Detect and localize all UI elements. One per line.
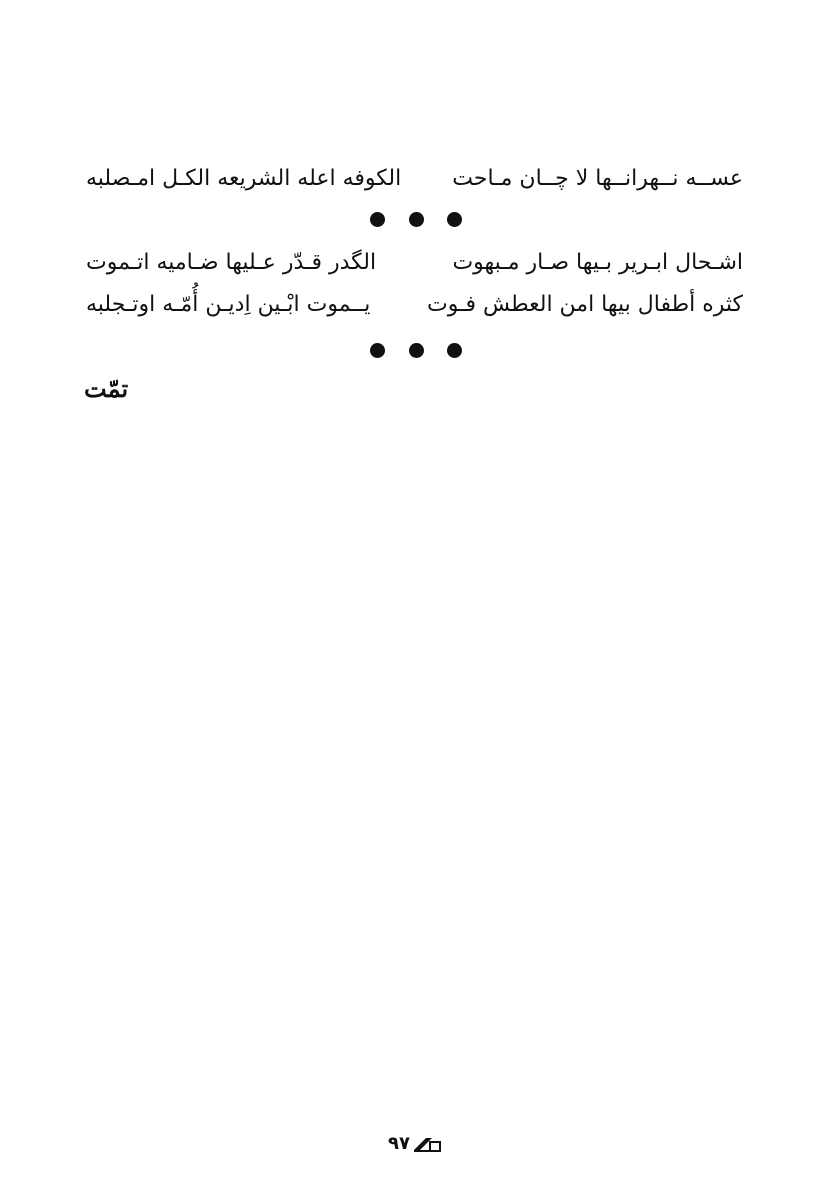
verse-3-first-hemistich: كثره أطفال بيها امن العطش فـوت <box>427 292 743 317</box>
verse-1-second-hemistich: الكوفه اعله الشريعه الكـل امـصلبه <box>86 166 402 191</box>
page-number: ٩٧ <box>388 1133 410 1154</box>
divider-dot <box>370 212 385 227</box>
divider-dot <box>447 343 462 358</box>
verse-3-second-hemistich: يــموت ابْـين اِديـن أُمّـه اوتـجلبه <box>86 292 371 317</box>
divider-dot <box>447 212 462 227</box>
stanza-divider <box>370 211 462 227</box>
divider-dot <box>409 212 424 227</box>
pen-icon <box>412 1135 442 1153</box>
verse-2-first-hemistich: اشـحال ابـرير بـيها صـار مـبهوت <box>452 250 743 275</box>
verse-1-first-hemistich: عســه نــهرانــها لا چــان مـاحت <box>452 166 743 191</box>
divider-dot <box>370 343 385 358</box>
poem-ending-mark: تمّت <box>84 374 129 403</box>
verse-2-second-hemistich: الگدر قـدّر عـليها ضـاميه اتـموت <box>86 250 377 275</box>
stanza-divider <box>370 342 462 358</box>
page-footer <box>388 1133 442 1154</box>
divider-dot <box>409 343 424 358</box>
